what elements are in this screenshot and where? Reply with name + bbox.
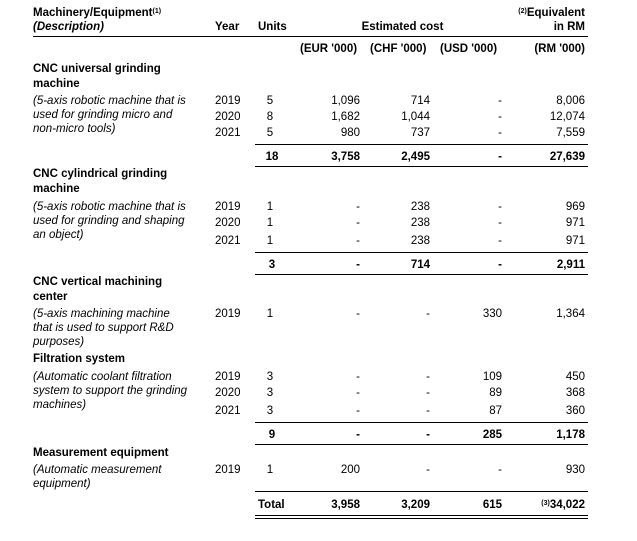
s4-subtotal-rm: 1,178 xyxy=(556,429,585,441)
total-label: Total xyxy=(258,499,285,511)
total-bottom-line-1 xyxy=(255,515,588,516)
s2-r2-eur: - xyxy=(356,217,360,229)
s4-r1-chf: - xyxy=(426,371,430,383)
s1-r3-eur: 980 xyxy=(340,127,360,139)
s2-subtotal-units: 3 xyxy=(268,259,276,271)
header-description: (Description) xyxy=(33,21,104,33)
s2-r3-eur: - xyxy=(356,235,360,247)
s1-r2-rm: 12,074 xyxy=(549,111,585,123)
section-4-desc-line-3: machines) xyxy=(33,399,87,411)
footnote-2: (2) xyxy=(518,8,527,15)
s1-r3-usd: - xyxy=(498,127,502,139)
s4-r2-eur: - xyxy=(356,387,360,399)
s2-subtotal-usd: - xyxy=(498,259,502,271)
s4-r3-units: 3 xyxy=(266,405,274,417)
header-rm: (RM '000) xyxy=(534,43,585,55)
s2-r1-chf: 238 xyxy=(410,201,430,213)
s3-r1-rm: 1,364 xyxy=(556,308,585,320)
section-2-desc-line-3: an object) xyxy=(33,229,84,241)
s1-r1-chf: 714 xyxy=(410,95,430,107)
s4-r2-year: 2020 xyxy=(215,387,241,399)
total-bottom-line-2 xyxy=(255,518,588,519)
s1-r2-usd: - xyxy=(498,111,502,123)
header-usd: (USD '000) xyxy=(440,43,498,55)
s1-r2-units: 8 xyxy=(266,111,274,123)
s5-r1-eur: 200 xyxy=(340,464,360,476)
s4-r3-usd: 87 xyxy=(489,405,502,417)
s2-subtotal-chf: 714 xyxy=(410,259,430,271)
s4-subtotal-usd: 285 xyxy=(482,429,502,441)
s1-r2-chf: 1,044 xyxy=(401,111,430,123)
s3-r1-chf: - xyxy=(426,308,430,320)
s1-r1-units: 5 xyxy=(266,95,274,107)
s4-r1-usd: 109 xyxy=(482,371,502,383)
footnote-1: (1) xyxy=(152,8,162,15)
section-1-desc-line-2: used for grinding micro and xyxy=(33,109,173,121)
s1-r2-eur: 1,682 xyxy=(331,111,360,123)
header-machinery-label: Machinery/Equipment xyxy=(33,7,153,19)
header-eur: (EUR '000) xyxy=(300,43,358,55)
s1-subtotal-eur: 3,758 xyxy=(331,151,360,163)
header-machinery xyxy=(33,6,161,20)
section-3-desc-line-2: that is used to support R&D xyxy=(33,322,174,334)
s4-r3-eur: - xyxy=(356,405,360,417)
section-5-name-line-1: Measurement equipment xyxy=(33,447,169,459)
total-top-line xyxy=(255,491,588,492)
s3-r1-year: 2019 xyxy=(215,308,241,320)
s3-r1-usd: 330 xyxy=(482,308,502,320)
header-year: Year xyxy=(215,21,240,33)
header-underline-left xyxy=(33,36,588,37)
s2-r2-year: 2020 xyxy=(215,217,241,229)
section-4-name-line-1: Filtration system xyxy=(33,353,126,365)
s2-r1-year: 2019 xyxy=(215,201,241,213)
s4-r2-rm: 368 xyxy=(565,387,585,399)
s2-r3-usd: - xyxy=(498,235,502,247)
header-equivalent xyxy=(518,6,585,20)
s2-r1-usd: - xyxy=(498,201,502,213)
s1-subtotal-line xyxy=(255,144,588,145)
s1-r3-units: 5 xyxy=(266,127,274,139)
section-2-name-line-1: CNC cylindrical grinding xyxy=(33,168,168,180)
s4-subtotal-chf: - xyxy=(426,429,430,441)
s4-r3-rm: 360 xyxy=(565,405,585,417)
header-estimated-cost: Estimated cost xyxy=(361,21,444,33)
s1-subtotal-usd: - xyxy=(498,151,502,163)
section-1-desc-line-3: non-micro tools) xyxy=(33,123,116,135)
section-4-desc-line-2: system to support the grinding xyxy=(33,385,188,397)
s4-r3-chf: - xyxy=(426,405,430,417)
s3-r1-units: 1 xyxy=(266,308,274,320)
header-in-rm: in RM xyxy=(553,21,585,33)
s2-subtotal-bottom-line xyxy=(255,274,588,275)
s4-r3-year: 2021 xyxy=(215,405,241,417)
s2-r2-rm: 971 xyxy=(565,217,585,229)
s1-subtotal-rm: 27,639 xyxy=(549,151,585,163)
s5-r1-units: 1 xyxy=(266,464,274,476)
total-chf: 3,209 xyxy=(401,499,430,511)
header-units: Units xyxy=(258,21,287,33)
section-1-name-line-1: CNC universal grinding xyxy=(33,63,161,75)
s1-subtotal-chf: 2,495 xyxy=(401,151,430,163)
section-2-name-line-2: machine xyxy=(33,183,80,195)
section-2-desc-line-2: used for grinding and shaping xyxy=(33,215,185,227)
s4-r1-eur: - xyxy=(356,371,360,383)
s2-r3-chf: 238 xyxy=(410,235,430,247)
s1-subtotal-bottom-line xyxy=(255,166,588,167)
section-3-desc-line-3: purposes) xyxy=(33,336,85,348)
section-3-desc-line-1: (5-axis machining machine xyxy=(33,308,170,320)
s4-r2-chf: - xyxy=(426,387,430,399)
s2-r1-eur: - xyxy=(356,201,360,213)
s1-r1-rm: 8,006 xyxy=(556,95,585,107)
s5-r1-year: 2019 xyxy=(215,464,241,476)
s2-r1-rm: 969 xyxy=(565,201,585,213)
s3-r1-eur: - xyxy=(356,308,360,320)
s5-r1-chf: - xyxy=(426,464,430,476)
s1-r3-rm: 7,559 xyxy=(556,127,585,139)
s2-r2-chf: 238 xyxy=(410,217,430,229)
s2-r1-units: 1 xyxy=(266,201,274,213)
s2-r3-rm: 971 xyxy=(565,235,585,247)
s4-subtotal-eur: - xyxy=(356,429,360,441)
total-usd: 615 xyxy=(482,499,502,511)
s4-r1-rm: 450 xyxy=(565,371,585,383)
s4-subtotal-line xyxy=(255,422,588,423)
s1-r2-year: 2020 xyxy=(215,111,241,123)
s2-r3-units: 1 xyxy=(266,235,274,247)
s2-subtotal-line xyxy=(255,252,588,253)
section-5-desc-line-1: (Automatic measurement xyxy=(33,464,162,476)
section-3-name-line-2: center xyxy=(33,291,68,303)
s1-r3-chf: 737 xyxy=(410,127,430,139)
s1-subtotal-units: 18 xyxy=(265,151,279,163)
s4-r1-year: 2019 xyxy=(215,371,241,383)
s4-r2-units: 3 xyxy=(266,387,274,399)
s4-subtotal-bottom-line xyxy=(255,444,588,445)
s2-r2-units: 1 xyxy=(266,217,274,229)
s4-r2-usd: 89 xyxy=(489,387,502,399)
s5-r1-rm: 930 xyxy=(565,464,585,476)
header-equivalent-label: Equivalent xyxy=(526,7,585,19)
s4-r1-units: 3 xyxy=(266,371,274,383)
total-eur: 3,958 xyxy=(331,499,360,511)
s1-r1-usd: - xyxy=(498,95,502,107)
s2-subtotal-rm: 2,911 xyxy=(556,259,585,271)
section-3-name-line-1: CNC vertical machining xyxy=(33,276,163,288)
s2-subtotal-eur: - xyxy=(356,259,360,271)
s5-r1-usd: - xyxy=(498,464,502,476)
s4-subtotal-units: 9 xyxy=(268,429,276,441)
total-rm xyxy=(541,498,585,512)
footnote-3: (3) xyxy=(541,500,550,507)
s1-r1-year: 2019 xyxy=(215,95,241,107)
section-5-desc-line-2: equipment) xyxy=(33,478,91,490)
s1-r1-eur: 1,096 xyxy=(331,95,360,107)
section-1-name-line-2: machine xyxy=(33,78,80,90)
section-4-desc-line-1: (Automatic coolant filtration xyxy=(33,371,172,383)
s2-r3-year: 2021 xyxy=(215,235,241,247)
header-chf: (CHF '000) xyxy=(370,43,427,55)
s2-r2-usd: - xyxy=(498,217,502,229)
s1-r3-year: 2021 xyxy=(215,127,241,139)
total-rm-value: 34,022 xyxy=(549,499,585,511)
section-1-desc-line-1: (5-axis robotic machine that is xyxy=(33,95,186,107)
section-2-desc-line-1: (5-axis robotic machine that is xyxy=(33,201,186,213)
